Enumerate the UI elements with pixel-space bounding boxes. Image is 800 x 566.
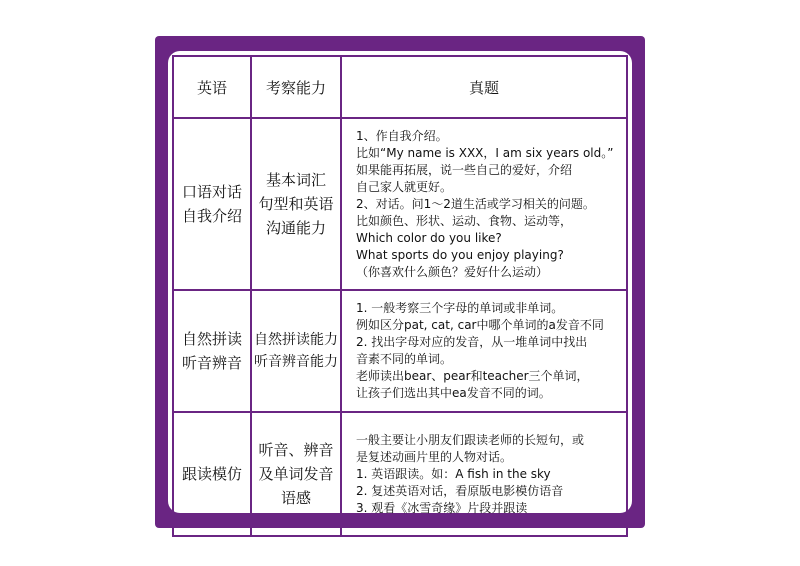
question-line: 2. 复述英语对话，看原版电影模仿语音 (356, 483, 564, 498)
category-line: 跟读模仿 (181, 465, 242, 483)
question-line: 一般主要让小朋友们跟读老师的长短句，或 (356, 432, 585, 447)
category-cell (173, 412, 251, 536)
header-subject: 英语 (173, 56, 251, 118)
ability-line: 基本词汇 (265, 171, 326, 189)
question-line: 1、作自我介绍。 (356, 128, 448, 143)
question-line: 比如“My name is XXX，I am six years old。” (356, 145, 614, 160)
ability-cell (251, 118, 341, 290)
question-line: 让孩子们选出其中ea发音不同的词。 (356, 386, 551, 400)
table-row (173, 290, 627, 412)
category-line: 自我介绍 (181, 207, 242, 225)
question-line: 1. 一般考察三个字母的单词或非单词。 (356, 301, 564, 315)
question-cell (341, 118, 627, 290)
question-line: 是复述动画片里的人物对话。 (356, 449, 513, 464)
question-line: 自己家人就更好。 (356, 179, 453, 194)
ability-line: 句型和英语 (258, 195, 334, 213)
header-ability: 考察能力 (251, 56, 341, 118)
question-line: 3. 观看《冰雪奇缘》片段并跟读 (356, 500, 528, 515)
category-line: 自然拼读 (181, 330, 242, 348)
question-line: 1. 英语跟读。如：A fish in the sky (356, 466, 551, 481)
table-row (173, 118, 627, 290)
category-line: 听音辨音 (181, 354, 242, 372)
question-line: 例如区分pat, cat, car中哪个单词的a发音不同 (356, 318, 604, 332)
header-row (173, 56, 627, 118)
category-cell (173, 290, 251, 412)
ability-line: 听音、辨音 (258, 441, 334, 459)
question-line: Which color do you like? (356, 230, 502, 245)
exam-table (172, 55, 628, 537)
table-row (173, 412, 627, 536)
question-cell (341, 290, 627, 412)
question-cell (341, 412, 627, 536)
ability-line: 及单词发音 (258, 465, 334, 483)
question-line: 如果能再拓展，说一些自己的爱好，介绍 (356, 162, 573, 177)
question-line: 2、对话。问1～2道生活或学习相关的问题。 (356, 196, 595, 211)
ability-line: 自然拼读能力 (254, 332, 338, 348)
ability-cell (251, 412, 341, 536)
ability-line: 沟通能力 (265, 219, 326, 237)
question-line: 老师读出bear、pear和teacher三个单词， (356, 369, 589, 383)
ability-line: 听音辨音能力 (254, 354, 338, 370)
question-line: 比如颜色、形状、运动、食物、运动等， (356, 213, 573, 228)
ability-cell (251, 290, 341, 412)
question-line: What sports do you enjoy playing? (356, 247, 564, 262)
header-questions: 真题 (341, 56, 627, 118)
question-line: （你喜欢什么颜色？爱好什么运动） (356, 264, 549, 279)
ability-line: 语感 (280, 489, 311, 507)
question-line: 2. 找出字母对应的发音，从一堆单词中找出 (356, 335, 588, 349)
category-line: 口语对话 (181, 183, 242, 201)
question-line: 音素不同的单词。 (356, 352, 453, 366)
category-cell (173, 118, 251, 290)
